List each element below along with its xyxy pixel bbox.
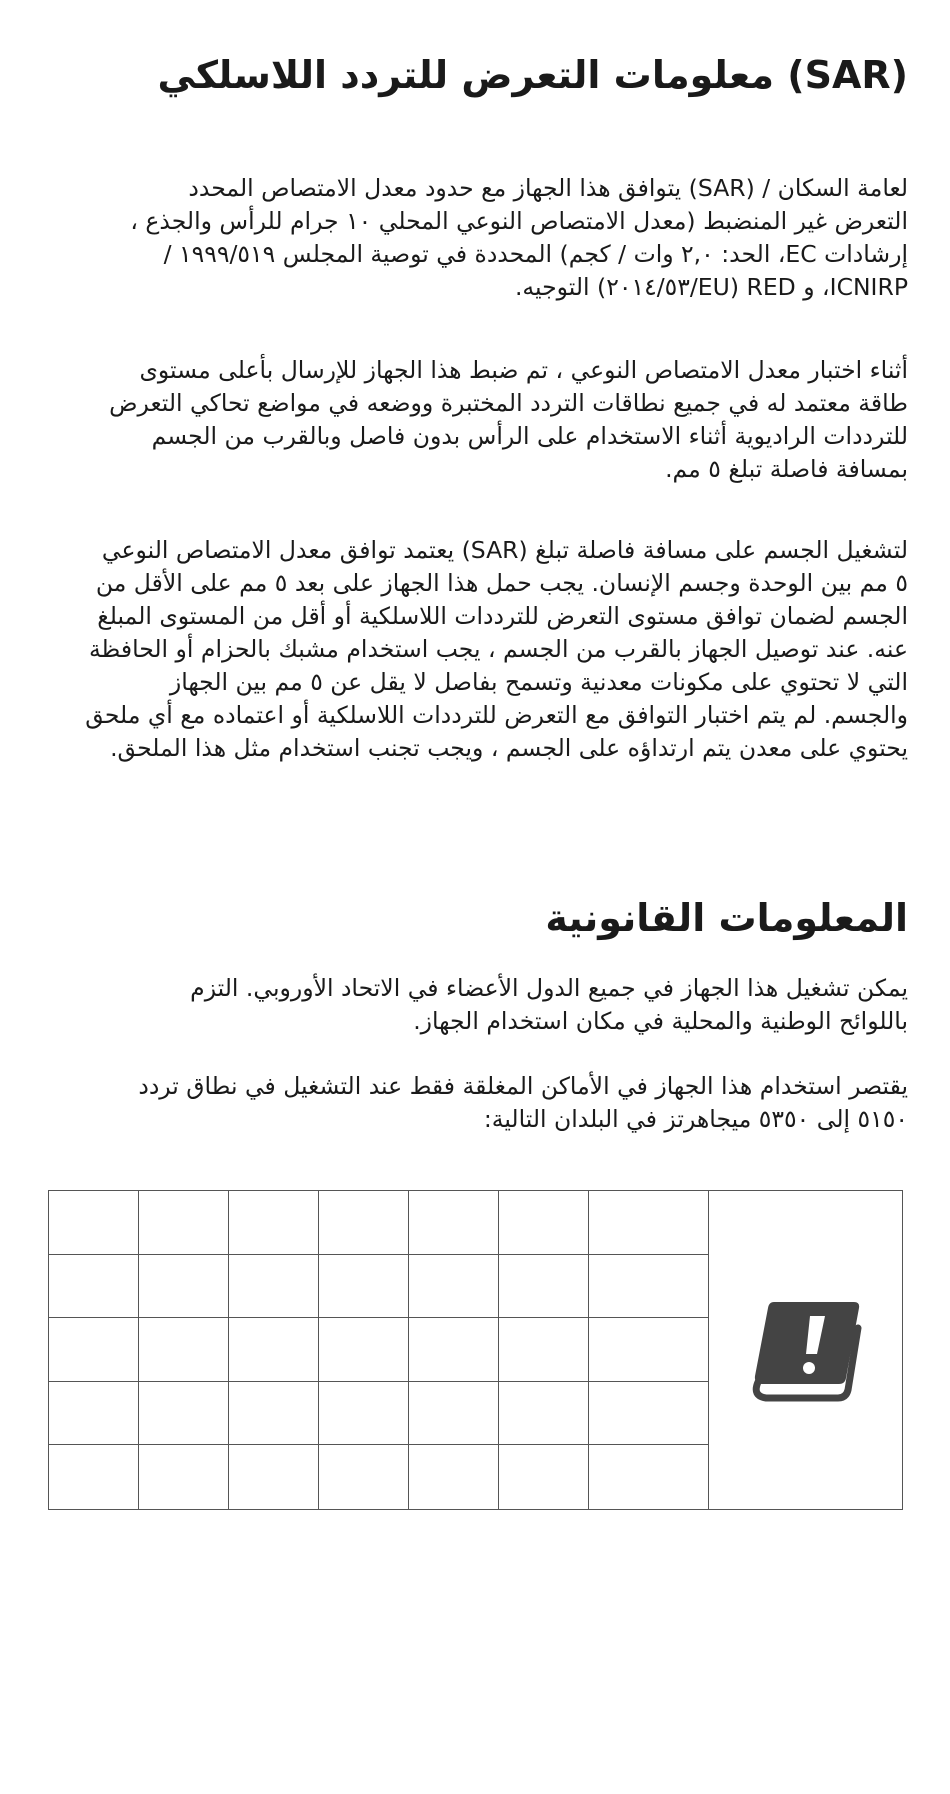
text-line: باللوائح الوطنية والمحلية في مكان استخدام الجهاز.: [413, 1007, 908, 1035]
country-cell: [319, 1318, 409, 1382]
country-cell: [589, 1191, 709, 1255]
country-cell: [229, 1191, 319, 1255]
text-line: للترددات الراديوية أثناء الاستخدام على الرأس بدون فاصل وبالقرب من الجسم: [151, 422, 908, 450]
country-cell: [499, 1318, 589, 1382]
country-cell: [229, 1318, 319, 1382]
text-line: التعرض غير المنضبط (معدل الامتصاص النوعي المحلي ١٠ جرام للرأس والجذع ،: [130, 207, 908, 235]
country-cell: [49, 1445, 139, 1509]
country-cell: [409, 1318, 499, 1382]
country-cell: [589, 1318, 709, 1382]
sar-heading: (SAR) معلومات التعرض للتردد اللاسلكي: [157, 53, 908, 97]
country-cell: [229, 1445, 319, 1509]
text-line: والجسم. لم يتم اختبار التوافق مع التعرض للترددات اللاسلكية أو اعتماده مع أي ملحق: [85, 701, 908, 729]
country-cell: [499, 1382, 589, 1446]
text-line: لتشغيل الجسم على مسافة فاصلة تبلغ (SAR) يعتمد توافق معدل الامتصاص النوعي: [101, 536, 908, 564]
country-cell: [499, 1191, 589, 1255]
country-cell: [49, 1382, 139, 1446]
text-line: بمسافة فاصلة تبلغ ٥ مم.: [665, 455, 908, 483]
country-cell: [409, 1445, 499, 1509]
country-cell: [229, 1255, 319, 1319]
country-cell: [589, 1445, 709, 1509]
country-cell: [589, 1255, 709, 1319]
country-restriction-table: [48, 1190, 903, 1510]
text-line: أثناء اختبار معدل الامتصاص النوعي ، تم ضبط هذا الجهاز للإرسال بأعلى مستوى: [139, 356, 908, 384]
text-line: طاقة معتمد له في جميع نطاقات التردد المختبرة ووضعه في مواضع تحاكي التعرض: [109, 389, 908, 417]
sar-paragraph-1: [130, 172, 908, 304]
country-cell: [319, 1191, 409, 1255]
country-cell: [139, 1191, 229, 1255]
country-cell: [319, 1382, 409, 1446]
text-line: إرشادات EC، الحد: ٢,٠ وات / كجم) المحددة في توصية المجلس ١٩٩٩/٥١٩ /: [163, 240, 908, 268]
icon-cell: [709, 1191, 902, 1509]
text-line: يقتصر استخدام هذا الجهاز في الأماكن المغلقة فقط عند التشغيل في نطاق تردد: [138, 1072, 908, 1100]
text-line: ٥ مم بين الوحدة وجسم الإنسان. يجب حمل هذا الجهاز على بعد ٥ مم على الأقل من: [95, 569, 908, 597]
text-line: ICNIRP، و RED (EU/٢٠١٤/٥٣) التوجيه.: [514, 273, 908, 301]
country-cell: [49, 1318, 139, 1382]
country-cell: [499, 1255, 589, 1319]
text-line: يمكن تشغيل هذا الجهاز في جميع الدول الأعضاء في الاتحاد الأوروبي. التزم: [190, 974, 908, 1002]
country-cell: [499, 1445, 589, 1509]
text-line: يحتوي على معدن يتم ارتداؤه على الجسم ، ويجب تجنب استخدام مثل هذا الملحق.: [110, 734, 908, 762]
text-line: التي لا تحتوي على مكونات معدنية وتسمح بفاصل لا يقل عن ٥ مم بين الجهاز: [169, 668, 908, 696]
country-cell: [409, 1382, 499, 1446]
country-cell: [229, 1382, 319, 1446]
country-cell: [49, 1255, 139, 1319]
country-cell: [139, 1318, 229, 1382]
indoor-restriction-warning-icon: [750, 1298, 862, 1402]
country-cell: [139, 1445, 229, 1509]
country-cell: [319, 1445, 409, 1509]
country-cell: [49, 1191, 139, 1255]
country-cell: [139, 1255, 229, 1319]
text-line: لعامة السكان / (SAR) يتوافق هذا الجهاز مع حدود معدل الامتصاص المحدد: [188, 174, 908, 202]
country-cell: [409, 1191, 499, 1255]
legal-heading: المعلومات القانونية: [545, 896, 908, 940]
country-cell: [589, 1382, 709, 1446]
country-cell: [409, 1255, 499, 1319]
country-cell: [319, 1255, 409, 1319]
text-line: ٥١٥٠ إلى ٥٣٥٠ ميجاهرتز في البلدان التالية:: [483, 1105, 908, 1133]
sar-paragraph-2: [109, 354, 908, 486]
sar-paragraph-3: [85, 534, 908, 765]
legal-paragraph-2: [138, 1070, 908, 1136]
text-line: عنه. عند توصيل الجهاز بالقرب من الجسم ، يجب استخدام مشبك بالحزام أو الحافظة: [88, 635, 908, 663]
country-cell: [139, 1382, 229, 1446]
legal-paragraph-1: [190, 972, 908, 1038]
text-line: الجسم لضمان توافق مستوى التعرض للترددات اللاسلكية أو أقل من المستوى المبلغ: [97, 602, 908, 630]
